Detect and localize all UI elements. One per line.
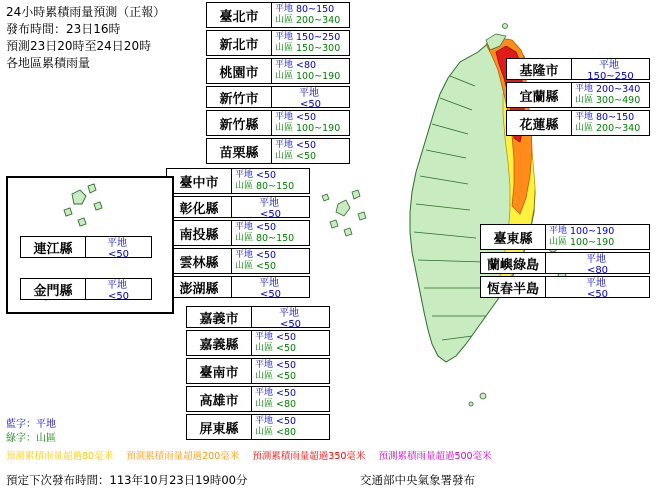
value-plain: <50 — [276, 416, 297, 427]
region-box-hsinchu-city[interactable] — [206, 86, 350, 108]
value-mountain: <50 — [296, 151, 317, 162]
region-name: 金門縣 — [33, 283, 73, 299]
value-plain: <50 — [259, 289, 282, 300]
threshold-80: 預測累積雨量超過80毫米 — [6, 451, 114, 462]
value-plain: 150~250 — [587, 71, 634, 82]
region-name: 臺北市 — [219, 9, 259, 25]
label-plain: 平地 — [259, 198, 279, 209]
value-plain: <50 — [276, 360, 297, 371]
region-values — [231, 277, 309, 300]
label-plain: 平地 — [107, 280, 127, 291]
value-plain: <50 — [107, 249, 130, 260]
value-plain: <50 — [256, 250, 277, 261]
region-values — [271, 3, 349, 27]
label-plain: 平地 — [275, 112, 294, 122]
region-name: 南投縣 — [179, 227, 219, 243]
region-name: 嘉義縣 — [199, 337, 239, 353]
label-plain: 平地 — [235, 250, 254, 260]
region-name: 臺南市 — [199, 365, 239, 381]
region-box-taichung[interactable] — [166, 168, 310, 194]
label-mountain: 山區 — [235, 261, 254, 271]
value-plain: <50 — [279, 319, 302, 330]
value-mountain: 80~150 — [256, 181, 295, 192]
label-mountain: 山區 — [255, 343, 274, 353]
region-name: 嘉義市 — [199, 311, 239, 327]
value-mountain: <50 — [276, 371, 297, 382]
region-box-taipei[interactable] — [206, 2, 350, 28]
value-mountain: 200~340 — [296, 15, 341, 26]
region-name: 恆春半島 — [486, 281, 539, 297]
value-mountain: 100~190 — [296, 123, 341, 134]
value-mountain: <50 — [276, 343, 297, 354]
label-plain: 平地 — [299, 88, 319, 99]
value-plain: <50 — [276, 388, 297, 399]
region-values — [571, 83, 649, 107]
label-plain: 平地 — [275, 140, 294, 150]
region-box-lienchiang[interactable] — [20, 236, 152, 258]
label-plain: 平地 — [275, 32, 294, 42]
region-name: 蘭嶼綠島 — [486, 257, 539, 273]
header-title: 24小時累積雨量預測（正報） — [6, 5, 166, 19]
region-box-keelung[interactable] — [506, 58, 650, 80]
region-values — [251, 307, 329, 330]
value-plain: <50 — [586, 289, 609, 300]
region-box-miaoli[interactable] — [206, 138, 350, 164]
region-name: 新竹市 — [219, 91, 259, 107]
label-plain: 平地 — [107, 238, 127, 249]
next-issue-time: 預定下次發布時間：113年10月23日19時00分 — [6, 473, 248, 487]
region-values — [231, 249, 309, 273]
threshold-legend — [6, 448, 650, 462]
region-values — [271, 139, 349, 163]
label-mountain: 山區 — [255, 371, 274, 381]
value-plain: <50 — [296, 112, 317, 123]
label-mountain: 山區 — [255, 399, 274, 409]
region-values — [251, 359, 329, 383]
label-plain: 平地 — [259, 278, 279, 289]
label-plain: 平地 — [255, 416, 274, 426]
map-penghu — [322, 190, 366, 236]
issuer-label: 交通部中央氣象署發布 — [360, 473, 475, 487]
header-subtitle: 各地區累積雨量 — [6, 56, 91, 70]
label-mountain: 山區 — [275, 151, 294, 161]
value-mountain: 80~150 — [256, 233, 295, 244]
value-mountain: <80 — [276, 427, 297, 438]
region-values — [85, 237, 151, 260]
label-mountain: 山區 — [235, 233, 254, 243]
region-values — [545, 277, 649, 300]
label-plain: 平地 — [255, 388, 274, 398]
color-legend — [6, 418, 56, 446]
value-plain: 200~340 — [596, 84, 641, 95]
region-name: 新北市 — [219, 37, 259, 53]
label-mountain: 山區 — [275, 15, 294, 25]
value-plain: <50 — [256, 170, 277, 181]
value-mountain: 150~300 — [296, 43, 341, 54]
label-mountain: 山區 — [575, 123, 594, 133]
label-mountain: 山區 — [575, 95, 594, 105]
outlying-islands-frame — [6, 176, 174, 314]
value-plain: <50 — [299, 99, 322, 110]
value-mountain: <50 — [256, 261, 277, 272]
value-plain: <50 — [296, 140, 317, 151]
region-name: 臺中市 — [179, 175, 219, 191]
region-box-chiayi-county[interactable] — [186, 330, 330, 356]
region-box-yilan[interactable] — [506, 82, 650, 108]
label-plain: 平地 — [549, 226, 568, 236]
value-plain: <80 — [586, 265, 609, 276]
value-plain: 100~190 — [570, 226, 615, 237]
threshold-350: 預測累積雨量超過350毫米 — [252, 451, 366, 462]
value-plain: <80 — [296, 60, 317, 71]
region-values — [271, 59, 349, 83]
region-box-chiayi-city[interactable] — [186, 306, 330, 328]
region-name: 基隆市 — [519, 63, 559, 79]
label-plain: 平地 — [275, 4, 294, 14]
region-name: 新竹縣 — [219, 117, 259, 133]
region-box-newtaipei[interactable] — [206, 30, 350, 56]
value-plain: <50 — [259, 209, 282, 220]
header-forecast-period: 預測23日20時至24日20時 — [6, 39, 152, 53]
region-box-changhua[interactable] — [166, 196, 310, 218]
label-plain: 平地 — [275, 60, 294, 70]
region-name: 苗栗縣 — [219, 145, 259, 161]
label-plain: 平地 — [599, 60, 619, 71]
legend-mountain: 綠字：山區 — [6, 433, 56, 444]
label-plain: 平地 — [586, 278, 606, 289]
region-name: 桃園市 — [219, 65, 259, 81]
label-mountain: 山區 — [275, 123, 294, 133]
region-box-kinmen[interactable] — [20, 278, 152, 300]
region-name: 屏東縣 — [199, 421, 239, 437]
region-name: 彰化縣 — [179, 201, 219, 217]
legend-plain: 藍字：平地 — [6, 419, 56, 430]
label-mountain: 山區 — [275, 43, 294, 53]
region-values — [271, 31, 349, 55]
region-box-yunlin[interactable] — [166, 248, 310, 274]
label-plain: 平地 — [255, 332, 274, 342]
region-values — [231, 169, 309, 193]
threshold-200: 預測累積雨量超過200毫米 — [126, 451, 240, 462]
region-name: 連江縣 — [33, 241, 73, 257]
value-plain: <50 — [276, 332, 297, 343]
region-values — [85, 279, 151, 302]
label-plain: 平地 — [279, 308, 299, 319]
region-values — [571, 111, 649, 135]
region-box-pingtung[interactable] — [186, 414, 330, 440]
region-values — [251, 387, 329, 411]
region-values — [271, 87, 349, 110]
label-plain: 平地 — [235, 170, 254, 180]
label-mountain: 山區 — [255, 427, 274, 437]
value-plain: 80~150 — [296, 4, 335, 15]
region-box-hsinchu-county[interactable] — [206, 110, 350, 136]
label-plain: 平地 — [586, 254, 606, 265]
label-plain: 平地 — [255, 360, 274, 370]
region-box-penghu[interactable] — [166, 276, 310, 298]
threshold-500: 預測累積雨量超過500毫米 — [378, 451, 492, 462]
value-plain: 150~250 — [296, 32, 341, 43]
header-issue-time: 發布時間：23日16時 — [6, 22, 121, 36]
region-values — [545, 225, 649, 249]
label-plain: 平地 — [575, 84, 594, 94]
region-values — [231, 221, 309, 245]
region-name: 高雄市 — [199, 393, 239, 409]
value-mountain: <80 — [276, 399, 297, 410]
region-box-nantou[interactable] — [166, 220, 310, 246]
label-plain: 平地 — [235, 222, 254, 232]
value-plain: <50 — [256, 222, 277, 233]
value-plain: 80~150 — [596, 112, 635, 123]
region-values — [251, 415, 329, 439]
value-mountain: 200~340 — [596, 123, 641, 134]
region-name: 臺東縣 — [493, 231, 533, 247]
region-box-taitung[interactable] — [480, 224, 650, 250]
region-values — [271, 111, 349, 135]
label-plain: 平地 — [575, 112, 594, 122]
value-mountain: 100~190 — [296, 71, 341, 82]
region-values — [545, 253, 649, 276]
region-values — [571, 59, 649, 82]
region-values — [251, 331, 329, 355]
region-box-lanyu-ludao[interactable] — [480, 252, 650, 274]
region-box-tainan[interactable] — [186, 358, 330, 384]
value-plain: <50 — [107, 291, 130, 302]
region-name: 雲林縣 — [179, 255, 219, 271]
region-name: 澎湖縣 — [179, 281, 219, 297]
label-mountain: 山區 — [549, 237, 568, 247]
value-mountain: 100~190 — [570, 237, 615, 248]
value-mountain: 300~490 — [596, 95, 641, 106]
region-box-hualien[interactable] — [506, 110, 650, 136]
region-box-hengchun[interactable] — [480, 276, 650, 298]
region-name: 宜蘭縣 — [519, 89, 559, 105]
label-mountain: 山區 — [235, 181, 254, 191]
header-block — [6, 4, 165, 72]
region-values — [231, 197, 309, 220]
region-box-taoyuan[interactable] — [206, 58, 350, 84]
label-mountain: 山區 — [275, 71, 294, 81]
region-box-kaohsiung[interactable] — [186, 386, 330, 412]
region-name: 花蓮縣 — [519, 117, 559, 133]
